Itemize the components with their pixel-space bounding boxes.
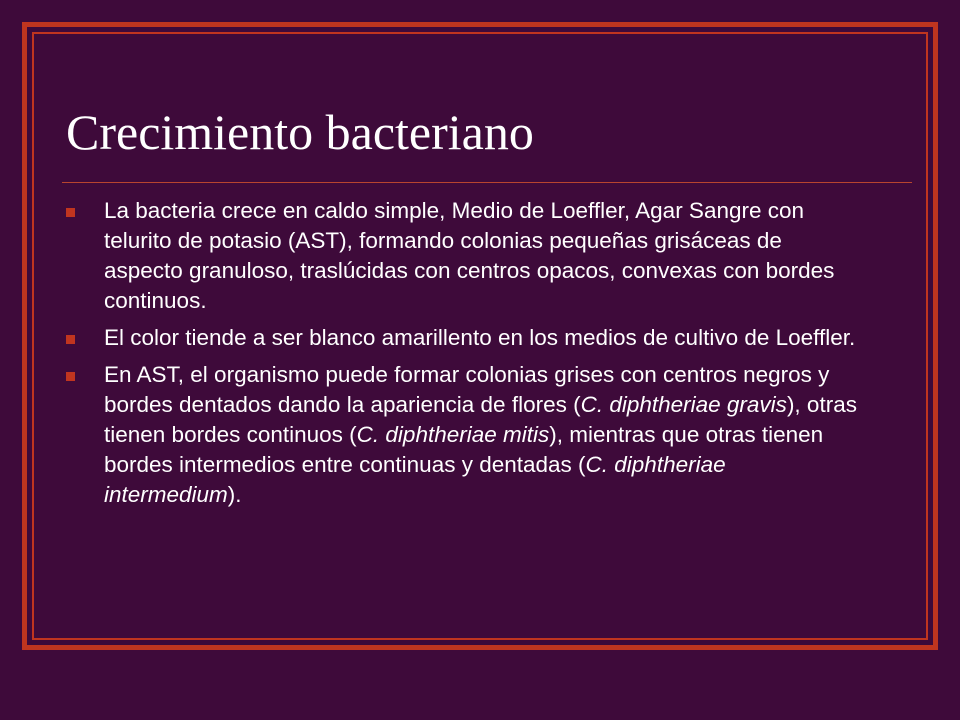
bullet-text [104, 362, 857, 507]
bullet-text [104, 325, 855, 350]
bullet-list [64, 196, 860, 517]
title-divider [62, 182, 912, 183]
bullet-item [64, 323, 860, 353]
bullet-text-segment: El color tiende a ser blanco amarillento en los medios de cultivo de Loeffler. [104, 325, 856, 350]
bullet-text-segment: En AST, el organismo puede formar colonias grises con centros negros y bordes dentados dando la apariencia de flores ( [104, 362, 830, 417]
bullet-item [64, 196, 860, 316]
bullet-item [64, 360, 860, 510]
square-bullet-icon [66, 335, 75, 344]
bullet-text-segment: ), otras tienen bordes continuos ( [104, 392, 857, 447]
square-bullet-icon [66, 372, 75, 381]
species-name: C. diphtheriae gravis [580, 392, 787, 417]
slide-title: Crecimiento bacteriano [66, 104, 534, 160]
square-bullet-icon [66, 208, 75, 217]
bullet-text-segment: La bacteria crece en caldo simple, Medio de Loeffler, Agar Sangre con telurito de potasio (AST), formando colonias pequeñas grisáceas de aspecto granuloso, traslúcidas con centros opacos, convexas con bordes continuos. [104, 198, 835, 313]
bullet-text [104, 198, 834, 313]
species-name: C. diphtheriae mitis [356, 422, 550, 447]
bullet-text-segment: ), mientras que otras tienen bordes intermedios entre continuas y dentadas ( [104, 422, 824, 477]
species-name: C. diphtheriae intermedium [104, 452, 726, 507]
bullet-text-segment: ). [227, 482, 242, 507]
